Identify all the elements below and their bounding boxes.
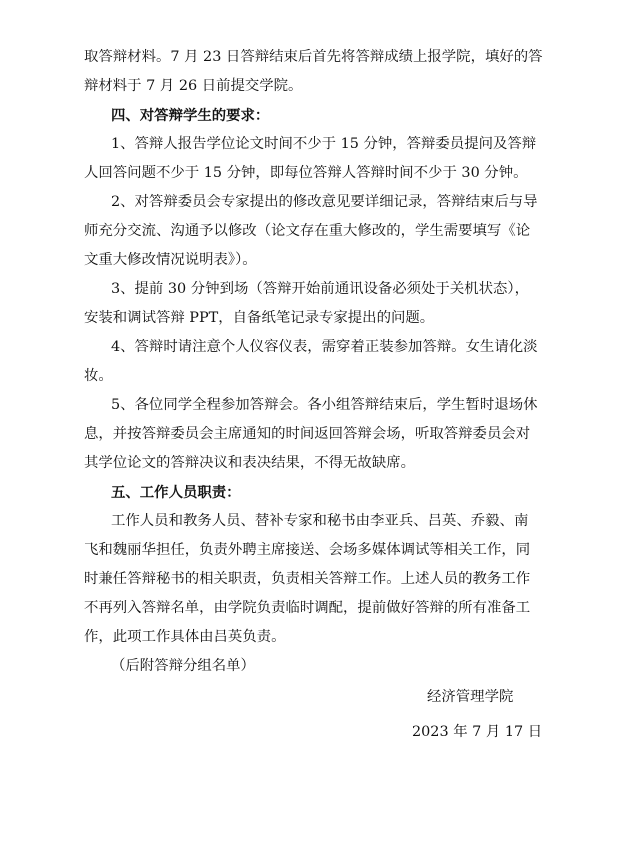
paragraph-line: 文重大修改情况说明表》）。 <box>84 252 257 268</box>
paragraph-line: 师充分交流、沟通予以修改（论文存在重大修改的，学生需要填写《论 <box>84 223 531 239</box>
paragraph-line: 工作人员和教务人员、替补专家和秘书由李亚兵、吕英、乔毅、南 <box>111 513 529 529</box>
paragraph-line: 取答辩材料。7 月 23 日答辩结束后首先将答辩成绩上报学院，填好的答 <box>84 49 543 65</box>
attachment-note: （后附答辩分组名单） <box>111 658 255 674</box>
paragraph-line: 2、对答辩委员会专家提出的修改意见要详细记录，答辩结束后与导 <box>111 194 538 210</box>
paragraph-line: 5、各位同学全程参加答辩会。各小组答辩结束后，学生暂时退场休 <box>111 397 538 413</box>
paragraph-line: 1、答辩人报告学位论文时间不少于 15 分钟，答辩委员提问及答辩 <box>111 136 537 152</box>
signature-date: 2023 年 7 月 17 日 <box>412 724 543 740</box>
paragraph-line: 安装和调试答辩 PPT，自备纸笔记录专家提出的问题。 <box>84 310 435 326</box>
paragraph-line: 作，此项工作具体由吕英负责。 <box>84 629 286 645</box>
paragraph-line: 息，并按答辩委员会主席通知的时间返回答辩会场，听取答辩委员会对 <box>84 426 531 442</box>
paragraph-line: 其学位论文的答辩决议和表决结果，不得无故缺席。 <box>84 455 415 471</box>
paragraph-line: 辩材料于 7 月 26 日前提交学院。 <box>84 78 303 94</box>
paragraph-line: 不再列入答辩名单，由学院负责临时调配，提前做好答辩的所有准备工 <box>84 600 531 616</box>
section-heading-4: 四、对答辩学生的要求： <box>111 107 270 124</box>
document-body <box>84 43 562 681</box>
section-heading-5: 五、工作人员职责： <box>111 484 241 501</box>
paragraph-line: 飞和魏丽华担任，负责外聘主席接送、会场多媒体调试等相关工作，同 <box>84 542 531 558</box>
paragraph-line: 3、提前 30 分钟到场（答辩开始前通讯设备必须处于关机状态）， <box>111 281 529 297</box>
paragraph-line: 时兼任答辩秘书的相关职责，负责相关答辩工作。上述人员的教务工作 <box>84 571 531 587</box>
paragraph-line: 人回答问题不少于 15 分钟，即每位答辩人答辩时间不少于 30 分钟。 <box>84 165 528 181</box>
paragraph-line: 4、答辩时请注意个人仪容仪表，需穿着正装参加答辩。女生请化淡 <box>111 339 538 355</box>
paragraph-line: 妆。 <box>84 368 113 384</box>
signature-organization: 经济管理学院 <box>427 689 514 705</box>
